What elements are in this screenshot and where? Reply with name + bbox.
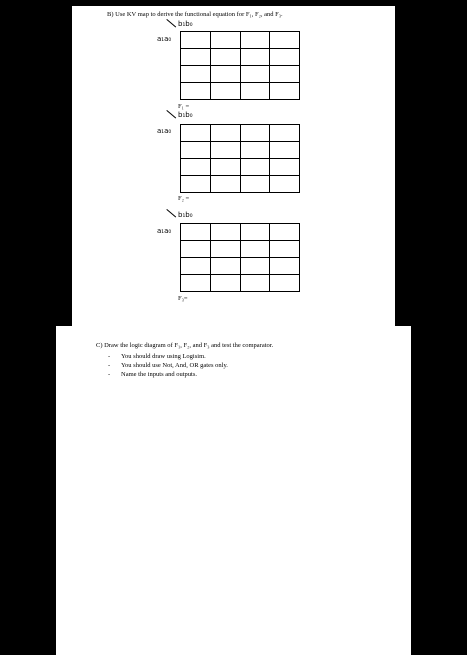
- kv-cell: [270, 258, 300, 275]
- kv-cell: [240, 125, 270, 142]
- kv-cell: [210, 142, 240, 159]
- kv-cell: [181, 258, 211, 275]
- kv-cell: [181, 142, 211, 159]
- kv-cell: [240, 66, 270, 83]
- kv-map-1-col-label: b₁b₀: [178, 20, 193, 28]
- kv-cell: [181, 83, 211, 100]
- kv-cell: [270, 142, 300, 159]
- kv-map-3-grid: [180, 223, 300, 292]
- kv-cell: [181, 32, 211, 49]
- kv-cell: [270, 32, 300, 49]
- kv-cell: [181, 125, 211, 142]
- kv-cell: [210, 241, 240, 258]
- kv-cell: [240, 241, 270, 258]
- kv-cell: [210, 66, 240, 83]
- kv-cell: [181, 176, 211, 193]
- kv-map-3-result-label: F₃=: [178, 295, 188, 302]
- kv-cell: [181, 241, 211, 258]
- kv-map-3-col-label: b₁b₀: [178, 211, 193, 219]
- kv-cell: [270, 275, 300, 292]
- kv-cell: [210, 224, 240, 241]
- kv-map-2-col-label: b₁b₀: [178, 111, 193, 119]
- requirement-item: - You should use Not, And, OR gates only.: [108, 361, 228, 370]
- kv-map-3-row-label: a₁a₀: [157, 227, 172, 235]
- kv-cell: [210, 83, 240, 100]
- kv-cell: [240, 159, 270, 176]
- kv-cell: [240, 83, 270, 100]
- kv-cell: [210, 258, 240, 275]
- kv-cell: [240, 49, 270, 66]
- part-b-title: B) Use KV map to derive the functional equation for F₁, F₂, and F₃.: [107, 11, 283, 18]
- kv-cell: [240, 224, 270, 241]
- kv-cell: [270, 241, 300, 258]
- kv-map-1-grid: [180, 31, 300, 100]
- kv-cell: [210, 176, 240, 193]
- kv-cell: [210, 32, 240, 49]
- kv-cell: [270, 66, 300, 83]
- requirement-item: - You should draw using Logisim.: [108, 352, 228, 361]
- kv-cell: [181, 66, 211, 83]
- kv-cell: [270, 49, 300, 66]
- kv-cell: [181, 49, 211, 66]
- kv-cell: [210, 125, 240, 142]
- kv-cell: [181, 224, 211, 241]
- kv-map-2-grid: [180, 124, 300, 193]
- kv-cell: [240, 32, 270, 49]
- kv-cell: [270, 224, 300, 241]
- kv-cell: [210, 159, 240, 176]
- kv-map-2-row-label: a₁a₀: [157, 127, 172, 135]
- part-c-requirements: [108, 352, 228, 379]
- kv-cell: [181, 275, 211, 292]
- kv-map-1-result-label: F₁ =: [178, 103, 190, 110]
- kv-map-1-row-label: a₁a₀: [157, 35, 172, 43]
- kv-cell: [270, 176, 300, 193]
- kv-cell: [240, 176, 270, 193]
- kv-cell: [240, 142, 270, 159]
- kv-cell: [181, 159, 211, 176]
- requirement-item: - Name the inputs and outputs.: [108, 370, 228, 379]
- kv-cell: [210, 49, 240, 66]
- kv-cell: [240, 258, 270, 275]
- kv-cell: [240, 275, 270, 292]
- kv-cell: [270, 83, 300, 100]
- part-c-title: C) Draw the logic diagram of F₁, F₂, and F₃ and test the comparator.: [96, 342, 274, 349]
- kv-cell: [270, 159, 300, 176]
- kv-cell: [210, 275, 240, 292]
- kv-cell: [270, 125, 300, 142]
- kv-map-2-result-label: F₂ =: [178, 195, 190, 202]
